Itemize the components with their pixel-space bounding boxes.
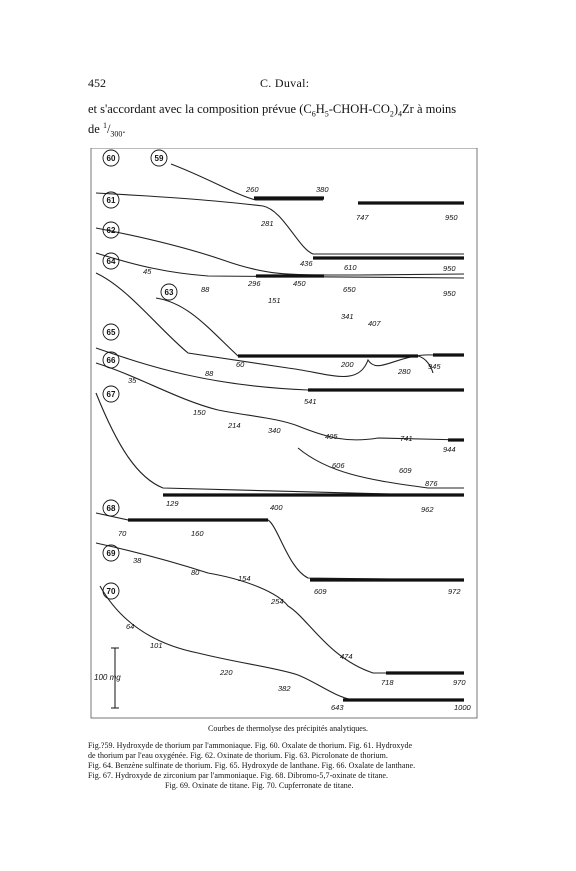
temp-label: 643 [331,703,344,712]
temp-label: 296 [248,279,261,288]
subscript: 5 [324,109,329,119]
temp-label: 945 [428,362,441,371]
temp-label: 962 [421,505,434,514]
temp-label: 382 [278,684,291,693]
temp-label: 88 [205,369,214,378]
temp-label: 281 [261,219,274,228]
temp-label: 340 [268,426,281,435]
curve-68 [96,513,464,580]
curve-number: 60 [106,154,116,163]
figure-caption-line: Fig. 69. Oxinate de titane. Fig. 70. Cupferronate de titane. [165,781,354,790]
text-fragment: de [88,122,103,137]
text-fragment: . [122,122,126,137]
curve-number: 59 [154,154,164,163]
text-fragment: -CHOH-CO [328,102,390,116]
temp-label: 650 [343,285,356,294]
curve-69 [96,543,464,673]
temp-label: 380 [316,185,329,194]
temp-label: 718 [381,678,394,687]
temp-label: 341 [341,312,354,321]
temp-label: 474 [340,652,353,661]
temp-label: 160 [191,529,204,538]
curve-number: 65 [106,328,116,337]
temp-label: 450 [293,279,306,288]
temp-label: 950 [443,289,456,298]
temp-label: 150 [193,408,206,417]
temp-label: 436 [300,259,313,268]
temp-label: 610 [344,263,357,272]
temp-label: 151 [268,296,281,305]
scale-label: 100 mg [94,673,121,682]
thermolysis-curves-figure [88,148,480,720]
temp-label: 45 [143,267,152,276]
figure-frame [91,148,477,718]
temp-label: 70 [118,529,127,538]
curve-number: 70 [106,587,116,596]
figure-caption-line: Fig. 67. Hydroxyde de zirconium par l'ammoniaque. Fig. 68. Dibromo-5,7-oxinate de titane. [88,771,389,780]
subscript: 2 [389,109,394,119]
temp-label: 214 [228,421,241,430]
figure-caption-line: Fig.?59. Hydroxyde de thorium par l'ammoniaque. Fig. 60. Oxalate de thorium. Fig. 61. Hydroxyde [88,741,413,750]
temp-label: 972 [448,587,461,596]
temp-label: 88 [201,285,210,294]
temp-label: 970 [453,678,466,687]
temp-label: 609 [399,466,412,475]
temp-label: 876 [425,479,438,488]
temp-label: 60 [236,360,245,369]
text-fragment: et s'accordant avec la composition prévue (C [88,102,312,116]
curve-number: 64 [106,257,116,266]
temp-label: 944 [443,445,456,454]
temp-label: 80 [191,568,200,577]
temp-label: 741 [400,434,413,443]
temp-label: 129 [166,499,179,508]
temp-label: 35 [128,376,137,385]
figure-caption-title: Courbes de thermolyse des précipités analytiques. [208,724,368,733]
curve-67b [298,448,464,488]
temp-label: 1000 [454,703,471,712]
superscript: 1 [102,121,107,130]
temp-label: 541 [304,397,317,406]
subscript: 4 [398,109,403,119]
text-fragment: H [315,102,325,116]
curve-67 [96,393,464,496]
curve-numbers [107,154,174,596]
curve-number: 69 [106,549,116,558]
temp-label: 154 [238,574,251,583]
temperature-labels [118,185,472,712]
body-text-line-1 [88,102,456,119]
temp-label: 606 [332,461,345,470]
text-fragment: Zr à moins [402,102,457,116]
temp-label: 950 [443,264,456,273]
temp-label: 400 [270,503,283,512]
page-number: 452 [88,76,106,90]
temp-label: 407 [368,319,381,328]
figure-caption-line: de thorium par l'eau oxygénée. Fig. 62. Oxinate de thorium. Fig. 63. Picrolonate de thorium. [88,751,388,760]
temp-label: 609 [314,587,327,596]
curve-number: 63 [164,288,174,297]
temp-label: 280 [398,367,411,376]
curve-number: 61 [106,196,116,205]
temp-label: 950 [445,213,458,222]
body-text-line-2 [88,121,126,139]
temp-label: 747 [356,213,369,222]
temp-label: 220 [220,668,233,677]
text-fragment: / [106,122,111,137]
curve-59 [171,164,323,200]
curve-number: 67 [106,390,116,399]
curve-number: 68 [106,504,116,513]
temp-label: 254 [271,597,284,606]
temp-label: 260 [246,185,259,194]
subscript: 300 [110,129,123,139]
subscript: 6 [311,109,316,119]
figure-caption-line: Fig. 64. Benzène sulfinate de thorium. Fig. 65. Hydroxyde de lanthane. Fig. 66. Oxalate de lanthane. [88,761,416,770]
temp-label: 200 [341,360,354,369]
temp-label: 64 [126,622,135,631]
curve-63 [156,298,433,373]
curve-64 [96,273,464,377]
temp-label: 38 [133,556,142,565]
curve-number-circles [103,150,177,599]
running-header-author: C. Duval: [260,76,310,90]
temp-label: 101 [150,641,163,650]
curve-number: 66 [106,356,116,365]
text-fragment: ) [393,102,399,116]
curve-number: 62 [106,226,116,235]
temp-label: 405 [325,432,338,441]
